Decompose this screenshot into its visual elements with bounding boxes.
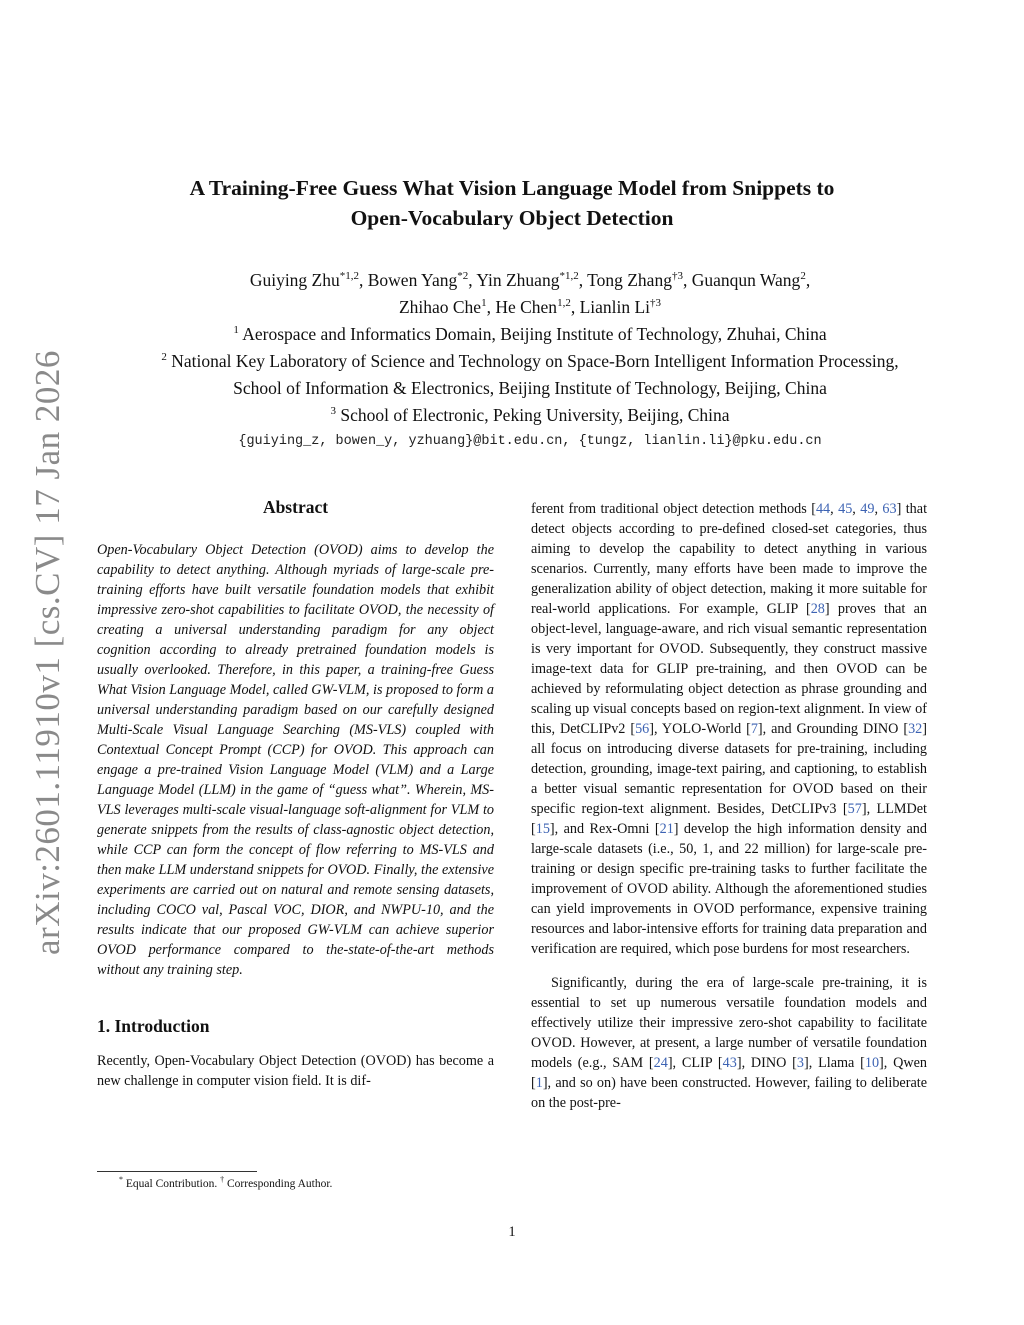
- author-sep: ,: [570, 297, 580, 317]
- affiliation-number: 1: [233, 324, 239, 336]
- author-name: Yin Zhuang: [476, 270, 560, 290]
- citation-link[interactable]: 15: [535, 821, 550, 837]
- citation-link[interactable]: 44: [815, 501, 831, 517]
- paragraph-text: ,: [852, 501, 861, 517]
- affiliation-number: 3: [330, 405, 336, 417]
- author-line-1: [80, 267, 980, 294]
- author-marks: *1,2: [339, 270, 359, 282]
- author-marks: *1,2: [559, 270, 579, 282]
- author-marks: †3: [650, 297, 662, 309]
- author-marks: †3: [671, 270, 683, 282]
- title-line-2: Open-Vocabulary Object Detection: [350, 206, 674, 230]
- citation-link[interactable]: 49: [860, 501, 875, 517]
- footnote-mark-equal: *: [119, 1175, 123, 1184]
- paragraph-text: ], and Grounding DINO [: [757, 721, 909, 737]
- intro-paragraph-continued: [531, 499, 927, 959]
- introduction-paragraph: Recently, Open-Vocabulary Object Detection (OVOD) has become a new challenge in computer vision field. It is dif-: [97, 1053, 494, 1089]
- paragraph-text: ], DINO [: [736, 1055, 797, 1071]
- arxiv-stamp: arXiv:2601.11910v1 [cs.CV] 17 Jan 2026: [28, 350, 67, 955]
- author-emails: {guiying_z, bowen_y, yzhuang}@bit.edu.cn, {tungz, lianlin.li}@pku.edu.cn: [238, 434, 822, 449]
- citation-link[interactable]: 21: [659, 821, 674, 837]
- paragraph-text: ] all focus on introducing diverse datasets for pre-training, including detection, grounding, image-text pairing, and captioning, to establish a better visual semantic representation for OVOD based on their specific region-text alignment. Besides, DetCLIPv3 [: [531, 721, 927, 817]
- footnote-mark-corresponding: †: [220, 1175, 225, 1184]
- page-number: 1: [508, 1224, 516, 1240]
- introduction-heading: 1. Introduction: [97, 1016, 210, 1036]
- citation-link[interactable]: 56: [635, 721, 650, 737]
- footnote-text-corresponding: Corresponding Author.: [224, 1178, 333, 1190]
- author-line-2: [80, 294, 980, 321]
- paragraph-text: ], YOLO-World [: [649, 721, 751, 737]
- citation-link[interactable]: 3: [796, 1055, 805, 1071]
- paragraph-text: ], CLIP [: [667, 1055, 723, 1071]
- author-marks: *2: [457, 270, 469, 282]
- citation-link[interactable]: 7: [750, 721, 758, 737]
- left-column: [97, 497, 494, 1091]
- author-name: Guanqun Wang: [691, 270, 801, 290]
- author-sep: ,: [805, 270, 811, 290]
- author-sep: ,: [578, 270, 588, 290]
- footnote-text-equal: Equal Contribution.: [123, 1178, 221, 1190]
- affiliation-text: Aerospace and Informatics Domain, Beijing Institute of Technology, Zhuhai, China: [238, 324, 827, 344]
- author-marks: 1,2: [557, 297, 571, 309]
- paragraph-text: ] that detect objects according to pre-defined closed-set categories, thus aiming to develop the capability to detect anything in various scenarios. Currently, many efforts have been made to improve the generalization ability of object detection, making it more suitable for real-world applications. For example, GLIP [: [531, 501, 928, 617]
- paragraph-text: ] develop the high information density and large-scale datasets (i.e., 50, 1, and 22 million) for large-scale pre-training or design specific pre-training tasks to further facilitate the improvement of OVOD ability. Although the aforementioned studies can yield improvements in OVOD performance, expensive training resources and labor-intensive efforts for training data preparation and verification are required, which pose burdens for most researchers.: [531, 821, 927, 957]
- paragraph-text: ], Qwen [: [531, 1055, 928, 1091]
- footnote-divider: [97, 1171, 257, 1172]
- affiliation-text: National Key Laboratory of Science and Technology on Space-Born Intelligent Information Processing,: [166, 351, 899, 371]
- citation-link[interactable]: 28: [810, 601, 825, 617]
- author-name: Tong Zhang: [587, 270, 672, 290]
- citation-link[interactable]: 43: [722, 1055, 737, 1071]
- abstract-text: Open-Vocabulary Object Detection (OVOD) aims to develop the capability to detect anything. Although myriads of large-scale pre-training efforts have built versatile foundation models that exhibit impressive zero-shot capabilities to facilitate OVOD, the necessity of creating a universal understanding paradigm for any object cognition according to already pretrained foundation models is usually overlooked. Therefore, in this paper, a training-free Guess What Vision Language Model, called GW-VLM, is proposed to form a universal understanding paradigm based on our carefully designed Multi-Scale Visual Language Searching (MS-VLS) coupled with Contextual Concept Prompt (CCP) for OVOD. This approach can engage a pre-trained Vision Language Model (VLM) and a Large Language Model (LLM) in the game of “guess what”. Wherein, MS-VLS leverages multi-scale visual-language soft-alignment for VLM to generate snippets from the results of class-agnostic object detection, while CCP can form the concept of flow referring to MS-VLS and then make LLM understand snippets for OVOD. Finally, the extensive experiments are carried out on natural and remote sensing datasets, including COCO val, Pascal VOC, DIOR, and NWPU-10, and the results indicate that our proposed GW-VLM can achieve superior OVOD performance compared to the-state-of-the-art methods without any training step.: [97, 542, 494, 978]
- author-sep: ,: [486, 297, 496, 317]
- affiliation-3: [80, 402, 980, 429]
- author-name: Guiying Zhu: [249, 270, 340, 290]
- citation-link[interactable]: 1: [535, 1075, 543, 1091]
- affiliation-text: School of Electronic, Peking University, Beijing, China: [335, 405, 730, 425]
- author-marks: 1: [481, 297, 487, 309]
- paragraph-text: Significantly, during the era of large-scale pre-training, it is essential to set up numerous versatile foundation models and effectively utilize their impressive zero-shot capability to facilitate OVOD. However, at present, a large number of versatile foundation models (e.g., SAM [: [531, 975, 927, 1071]
- abstract-heading: Abstract: [262, 497, 329, 517]
- author-block: [80, 267, 980, 455]
- citation-link[interactable]: 63: [882, 501, 897, 517]
- right-column: [531, 499, 927, 1113]
- paragraph-text: ferent from traditional object detection methods [: [531, 501, 816, 517]
- paragraph-text: ] proves that an object-level, language-aware, and rich visual semantic representation is very important for OVOD. Subsequently, they construct massive image-text data for GLIP pre-training, and then OVOD can be achieved by reformulating object detection as phrase grounding and scaling up visual concepts based on region-text alignment. In view of this, DetCLIPv2 [: [531, 601, 927, 737]
- title-line-1: A Training-Free Guess What Vision Language Model from Snippets to: [189, 176, 835, 200]
- citation-link[interactable]: 45: [838, 501, 853, 517]
- citation-link[interactable]: 57: [847, 801, 862, 817]
- paragraph-text: ], and so on) have been constructed. However, failing to deliberate on the post-pre-: [531, 1075, 927, 1111]
- affiliation-2-line-2: School of Information & Electronics, Beijing Institute of Technology, Beijing, China: [233, 378, 827, 398]
- citation-link[interactable]: 10: [864, 1055, 880, 1071]
- footnote: [97, 1176, 497, 1192]
- author-name: Zhihao Che: [398, 297, 482, 317]
- paragraph-text: ], Llama [: [804, 1055, 865, 1071]
- paragraph-text: ], and Rex-Omni [: [549, 821, 660, 837]
- author-sep: ,: [468, 270, 477, 290]
- citation-link[interactable]: 24: [653, 1055, 668, 1071]
- citation-link[interactable]: 32: [908, 721, 923, 737]
- affiliation-number: 2: [161, 351, 167, 363]
- intro-paragraph-2: [531, 973, 927, 1113]
- author-sep: ,: [359, 270, 368, 290]
- paper-title: [110, 173, 914, 233]
- affiliation-1: [80, 321, 980, 348]
- paragraph-text: ,: [830, 501, 839, 517]
- author-name: Lianlin Li: [579, 297, 651, 317]
- author-name: Bowen Yang: [367, 270, 458, 290]
- author-marks: 2: [800, 270, 806, 282]
- affiliation-2: [80, 348, 980, 375]
- author-name: He Chen: [495, 297, 558, 317]
- paragraph-text: ,: [874, 501, 883, 517]
- paragraph-text: ], LLMDet [: [531, 801, 927, 837]
- author-sep: ,: [682, 270, 692, 290]
